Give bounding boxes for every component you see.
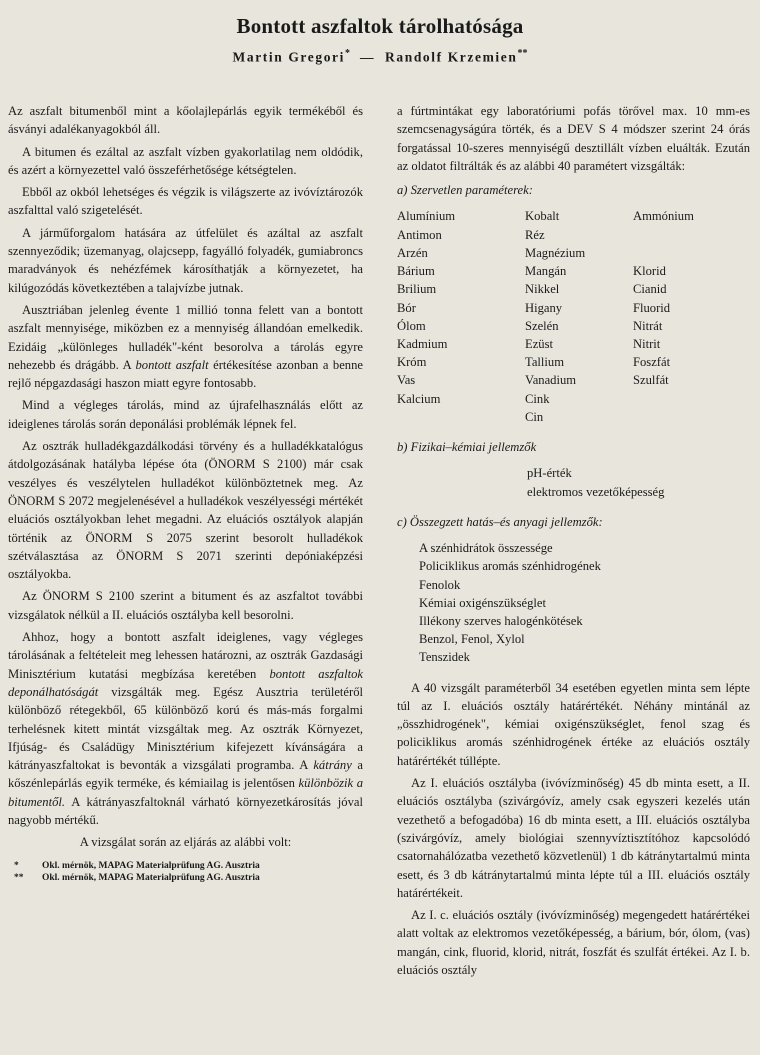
parameter-cell: Higany [525, 300, 563, 315]
section-a-heading: a) Szervetlen paraméterek: [397, 183, 533, 198]
parameter-cell: Mangán [525, 264, 567, 279]
author-1-footnote-mark: * [345, 48, 350, 59]
parameter-cell: Arzén [397, 245, 428, 260]
list-item: Tenszidek [419, 650, 470, 665]
physical-chemical-list [397, 464, 750, 501]
paragraph: Ausztriában jelenleg évente 1 millió tonna felett van a bontott aszfalt mennyisége, miközben ez a mennyiség állandóan emelkedik. Ezidáig „különleges hulladék"-ként besorolva a tárolás egyre nehezebb és drágább. A bontott aszfalt értékesítése azonban a benne rejlő népgazdasági haszon miatt egyre fontosabb. [8, 302, 363, 391]
parameter-cell: Klorid [633, 264, 666, 279]
parameter-cell: Réz [525, 227, 545, 242]
parameter-cell: Ólom [397, 318, 426, 333]
paragraph: a fúrtmintákat egy laboratóriumi pofás törővel max. 10 mm-es szemcsenagyságúra törték, és a DEV S 4 módszer szerint 24 órás forgatással 10-szeres mennyiségű desztillált vízben eluálták. Ezután az oldatot filtrálták és az alábbi 40 paramétert vizsgálták: [397, 104, 750, 173]
article-authors [0, 48, 760, 66]
author-2-footnote-mark: ** [517, 48, 528, 59]
section-c-heading: c) Összegzett hatás–és anyagi jellemzők: [397, 514, 603, 529]
parameter-cell: Nikkel [525, 282, 560, 297]
paragraph: Az I. eluációs osztályba (ivóvízminőség) 45 db minta esett, a II. eluációs osztályba (szivárgóvíz, amely csak egyszeri kezelés után vezethető a befogadóba) 16 db minta esett, a III. eluációs osztályba (szivárgóvíz, amely biológiai szennyvíztisztítóhoz kapcsolódó csatornahálózatba vezethető közvetlenül) 1 db kátránytartalmú minta esett, és 3 db kátránytartalmú minta lépte túl a III. eluációs osztály határértékeit. [397, 776, 750, 900]
parameter-cell: Kalcium [397, 391, 441, 406]
parameter-cell: Bór [397, 300, 416, 315]
emphasis: különbözik a bitumentől. [8, 776, 363, 809]
footnotes [8, 860, 363, 884]
inorganic-parameters-table [397, 207, 750, 425]
parameter-cell: Fluorid [633, 300, 671, 315]
parameter-cell: Vanadium [525, 373, 577, 388]
author-1: Martin Gregori [232, 49, 345, 65]
parameter-cell: Cianid [633, 282, 667, 297]
parameter-cell: Antimon [397, 227, 442, 242]
emphasis: bontott aszfalt [135, 357, 209, 372]
parameter-cell: Ezüst [525, 336, 553, 351]
list-item: pH-érték [527, 466, 572, 481]
parameter-cell: Tallium [525, 355, 564, 370]
parameter-cell: Nitrát [633, 318, 663, 333]
parameter-cell [633, 226, 743, 244]
paragraph: Az aszfalt bitumenből mint a kőolajlepárlás egyik termékéből és ásványi adalékanyagokból áll. [8, 104, 363, 137]
parameter-cell: Cin [525, 409, 544, 424]
article-title: Bontott aszfaltok tárolhatósága [236, 14, 524, 38]
aggregate-parameters-list [397, 539, 750, 666]
paragraph: Az I. c. eluációs osztály (ivóvízminőség) megengedett határértékei alatt voltak az elektromos vezetőképesség, a bárium, bór, ólom, (vas) mangán, cink, fluorid, klorid, nitrát, foszfát és szulfát értékei. Az I. b. eluációs osztály [397, 908, 750, 977]
parameter-cell: Szelén [525, 318, 559, 333]
list-item: Policiklikus aromás szénhidrogének [419, 559, 601, 574]
paragraph: A vizsgálat során az eljárás az alábbi volt: [79, 835, 292, 850]
parameter-cell [633, 390, 743, 408]
parameter-cell: Cink [525, 391, 550, 406]
emphasis: bontott aszfaltok deponálhatóságát [8, 666, 363, 699]
paragraph: A járműforgalom hatására az útfelület és azáltal az aszfalt szennyeződik; üzemanyag, olajcsepp, fagyálló folyadék, gumiabroncs maradványok és nehézfémek károsíthatják a környezetet, ha kilúgozódás következtében a talajvízbe jutnak. [8, 225, 363, 295]
parameter-cell: Króm [397, 355, 427, 370]
list-item: Fenolok [419, 577, 461, 592]
list-item: A szénhidrátok összessége [419, 541, 553, 556]
parameter-cell: Alumínium [397, 209, 456, 224]
paragraph: Mind a végleges tárolás, mind az újrafelhasználás előtt az ideiglenes tárolás során deponálási problémák lépnek fel. [8, 398, 363, 431]
parameter-cell: Ammónium [633, 209, 694, 224]
emphasis: kátrány [313, 758, 352, 773]
left-column [8, 102, 363, 884]
paragraph: A 40 vizsgált paraméterből 34 esetében egyetlen minta sem lépte túl az I. eluációs osztály határértékét. Néhány mintánál az „összhidrogének", kémiai oxigénszükséglet, fenol szag és policiklikus aromás szénhidrogének értéke az eluációs osztály határértékét túllépte. [397, 680, 750, 768]
parameter-cell [633, 408, 743, 426]
author-separator: — [359, 49, 376, 65]
parameter-cell: Brilium [397, 282, 437, 297]
paragraph: Ebből az okból lehetséges és végzik is világszerte az ivóvíztározók aszfalttal való szigetelését. [8, 185, 363, 218]
parameter-cell: Vas [397, 373, 416, 388]
footnote: * Okl. mérnök, MAPAG Materialprüfung AG. Ausztria [14, 860, 260, 871]
list-item: elektromos vezetőképesség [527, 484, 665, 499]
footnote: ** Okl. mérnök, MAPAG Materialprüfung AG. Ausztria [14, 872, 260, 883]
parameter-cell: Kobalt [525, 209, 560, 224]
parameter-cell [633, 244, 743, 262]
paragraph: Az ÖNORM S 2100 szerint a bitument és az aszfaltot további vizsgálatok nélkül a II. eluációs osztályba kell besorolni. [8, 589, 363, 622]
parameter-cell: Magnézium [525, 245, 586, 260]
parameter-cell: Foszfát [633, 355, 671, 370]
section-b-heading: b) Fizikai–kémiai jellemzők [397, 439, 537, 454]
parameter-cell: Nitrit [633, 336, 661, 351]
list-item: Benzol, Fenol, Xylol [419, 632, 525, 647]
paragraph: Ahhoz, hogy a bontott aszfalt ideiglenes, vagy végleges tárolásának a feltételeit meg lehessen határozni, az osztrák Gazdasági Minisztérium kutatási megbízása keretében bontott aszfaltok deponálhatóságát vizsgálták meg. Egész Ausztria területéről különböző rétegekből, 65 különböző korú és más-más forgalmi terhelésnek kitett mintát vizsgáltak meg. Az osztrák Környezet, Ifjúság- és Családügy Minisztérium kifejezett kívánságára a kátrányaszfaltokat is bevonták a vizsgálati programba. A kátrány a kőszénlepárlás egyik terméke, és kémiailag is jelentősen különbözik a bitumentől. A kátrányaszfaltoknál várható környezetkárosítás jóval nagyobb mértékű. [8, 630, 363, 827]
parameter-cell: Szulfát [633, 373, 669, 388]
paragraph: Az osztrák hulladékgazdálkodási törvény és a hulladékkatalógus átdolgozásának hatályba lépése óta (ÖNORM S 2100) már csak veszélyes és veszélytelen hulladékot különböztetnek meg. Az ÖNORM S 2072 megjelenésével a hulladékok veszélyességi mértékét eluációs osztályokban lehet megadni. Az eluációs osztályok alapján történik az ÖNORM S 2075 szerint besorolt hulladékok szétválasztása az ÖNORM S 2071 szerinti depóniaképzési osztályokba. [8, 439, 363, 582]
parameter-cell [397, 408, 525, 426]
list-item: Illékony szerves halogénkötések [419, 613, 583, 628]
paragraph: A bitumen és ezáltal az aszfalt vízben gyakorlatilag nem oldódik, és azért a környezettel való összeférhetősége kétségtelen. [8, 144, 363, 177]
parameter-cell: Bárium [397, 264, 435, 279]
author-2: Randolf Krzemien [385, 49, 518, 65]
list-item: Kémiai oxigénszükséglet [419, 595, 546, 610]
right-column [397, 102, 750, 983]
parameter-cell: Kadmium [397, 336, 448, 351]
